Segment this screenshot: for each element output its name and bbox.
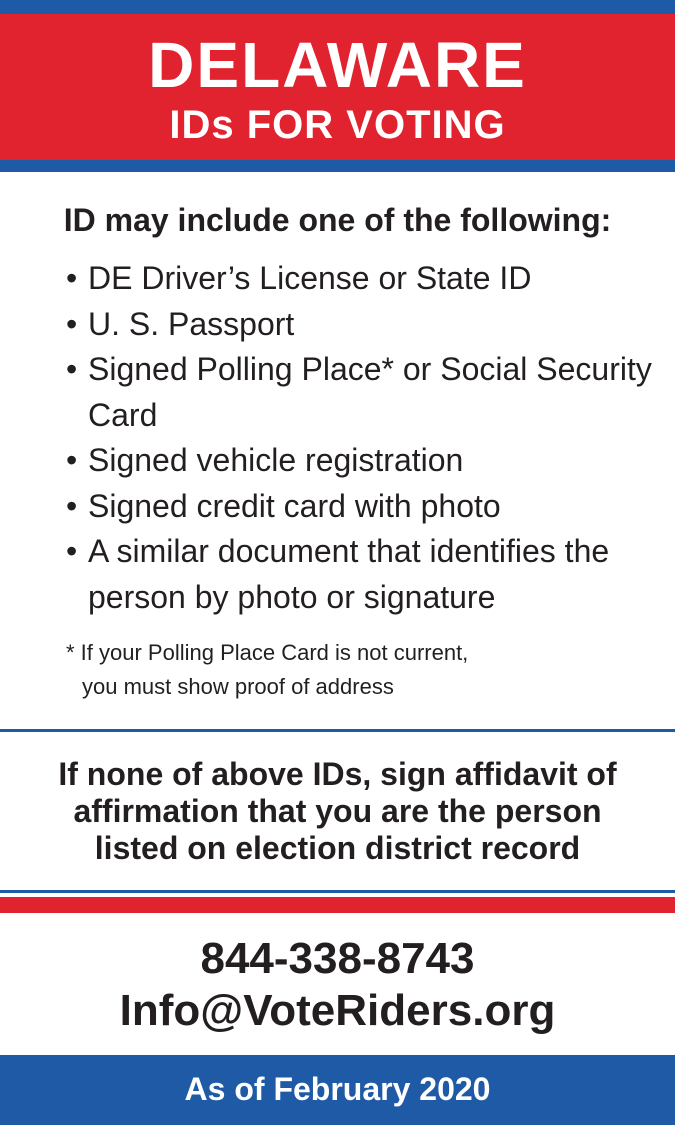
bullet-icon: • (66, 487, 78, 524)
list-item (66, 529, 666, 620)
list-item (66, 438, 666, 484)
list-item-label: U. S. Passport (88, 305, 295, 342)
contact-phone: 844-338-8743 (200, 934, 475, 983)
bullet-icon: • (66, 533, 78, 569)
affidavit-line-3: listed on election district record (94, 830, 581, 866)
page-subtitle: IDs FOR VOTING (169, 103, 506, 147)
id-list (66, 256, 666, 620)
red-stripe (0, 897, 675, 913)
as-of-date: As of February 2020 (184, 1071, 491, 1107)
list-item (66, 347, 666, 438)
list-item (66, 484, 666, 530)
header-banner (0, 0, 675, 160)
affidavit-line-2: affirmation that you are the person (73, 793, 602, 829)
divider-lower (0, 890, 675, 893)
bullet-icon: • (66, 442, 78, 478)
header-bottom-stripe (0, 160, 675, 172)
divider-upper (0, 729, 675, 732)
list-item (66, 302, 666, 348)
list-item (66, 256, 666, 302)
footer-banner (0, 1055, 675, 1125)
list-item-label: A similar document that identifies the person by photo or signature (88, 533, 610, 615)
bullet-icon: • (66, 260, 78, 296)
affidavit-line-1: If none of above IDs, sign affidavit of (58, 756, 617, 792)
list-item-label: DE Driver’s License or State ID (88, 260, 532, 296)
footnote-line-1: * If your Polling Place Card is not current, (66, 640, 469, 665)
list-item-label: Signed credit card with photo (88, 487, 501, 524)
affidavit-notice (0, 756, 675, 867)
list-item-label: Signed vehicle registration (88, 442, 464, 478)
list-item-label: Signed Polling Place* or Social Security Card (88, 351, 652, 433)
header-top-stripe (0, 0, 675, 14)
page-title: DELAWARE (148, 29, 527, 101)
footnote-line-2: you must show proof of address (82, 674, 394, 699)
bullet-icon: • (66, 305, 78, 342)
id-list-heading: ID may include one of the following: (63, 202, 612, 238)
contact-email: Info@VoteRiders.org (119, 986, 556, 1035)
footnote (66, 636, 626, 704)
bullet-icon: • (66, 351, 78, 387)
